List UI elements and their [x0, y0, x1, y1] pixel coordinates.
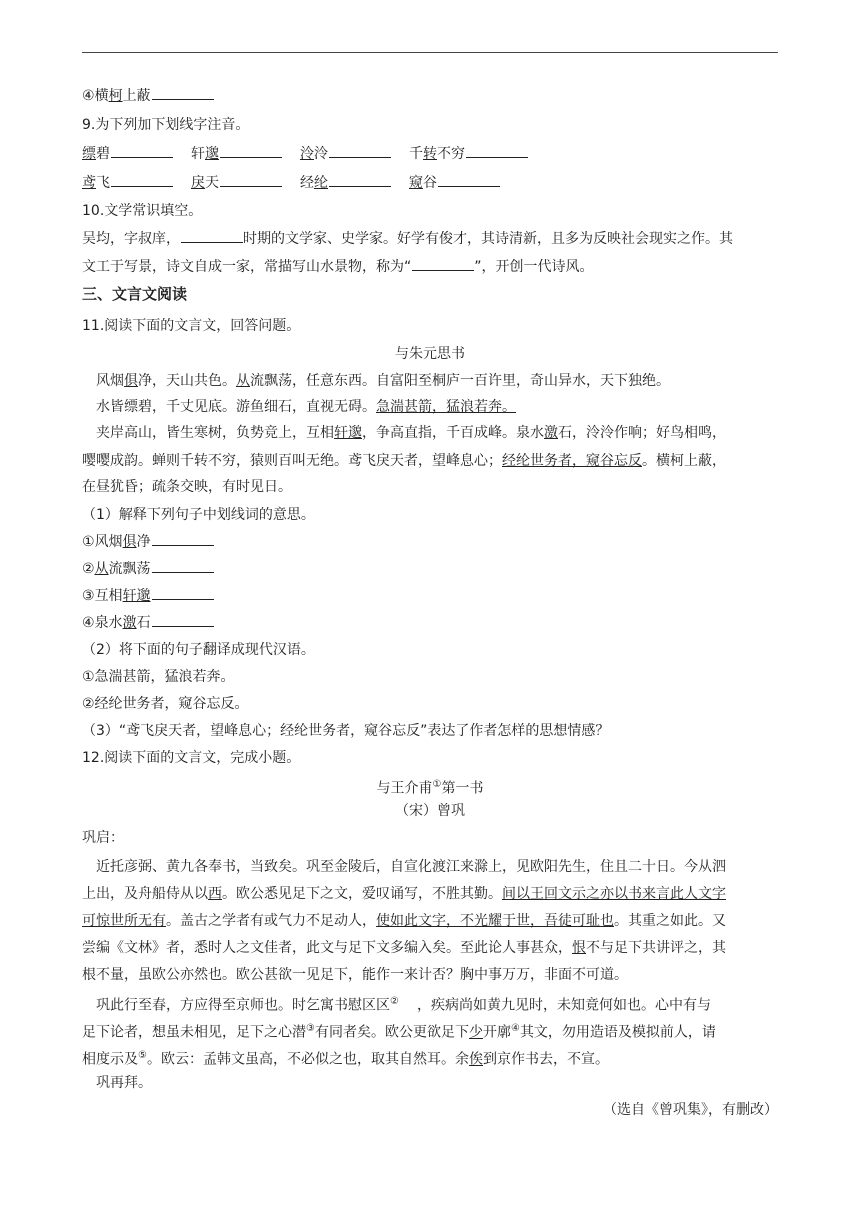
- letter-line: 足下论者，想虽未相见，足下之心潜③有同者矣。欧公更欲足下少开廓④其文，勿用造语及模拟前人，请: [82, 1023, 716, 1041]
- letter-line: 相度示及⑤。欧云：孟韩文虽高，不必似之也，取其自然耳。余俟到京作书去，不宣。: [82, 1050, 609, 1068]
- passage-title: 与王介甫①第一书: [376, 779, 484, 797]
- passage-line: 风烟俱净，天山共色。从流飘荡，任意东西。自富阳至桐庐一百许里，奇山异水，天下独绝。: [96, 373, 670, 389]
- answer-blank[interactable]: [329, 145, 391, 158]
- q10-line-2: 文工于写景，诗文自成一家，常描写山水景物，称为“ ”，开创一代诗风。: [82, 259, 594, 275]
- q10-title: 10.文学常识填空。: [82, 203, 203, 219]
- q11-item: ①风烟俱净: [82, 532, 782, 552]
- letter-line: 根不量，虽欧公亦然也。欧公甚欲一见足下，能作一来计否？胸中事万万，非面不可道。: [82, 967, 628, 983]
- letter-line: 尝编《文林》者，悉时人之文佳者，此文与足下文多编入矣。至此论人事甚众，恨不与足下共讲评之，其: [82, 940, 726, 956]
- q11-item: ④泉水激石: [82, 613, 782, 633]
- q12-title: 12.阅读下面的文言文，完成小题。: [82, 750, 301, 766]
- answer-blank[interactable]: [329, 174, 391, 187]
- passage-line: 水皆缥碧，千丈见底。游鱼细石，直视无碍。急湍甚箭，猛浪若奔。: [96, 399, 516, 415]
- translate-item: ②经纶世务者，窥谷忘反。: [82, 696, 249, 712]
- answer-blank[interactable]: [111, 174, 173, 187]
- source-note: （选自《曾巩集》，有删改）: [603, 1102, 778, 1118]
- q11-sub-3: （3）“鸢飞戾天者，望峰息心；经纶世务者，窥谷忘反”表达了作者怎样的思想情感？: [82, 723, 610, 739]
- q11-item: ③互相轩邈: [82, 586, 782, 606]
- letter-greeting: 巩启：: [82, 830, 124, 846]
- passage-author: （宋）曾巩: [395, 803, 465, 819]
- letter-line: 可惊世所无有。盖古之学者有或气力不足动人，使如此文字，不光耀于世，吾徒可耻也。其重之如此。又: [82, 913, 726, 929]
- letter-line: 上出，及舟船侍从以西。欧公悉见足下之文，爱叹诵写，不胜其勤。间以王回文示之亦以书来言此人文字: [82, 886, 726, 902]
- answer-blank[interactable]: [152, 587, 214, 600]
- answer-blank[interactable]: [181, 230, 243, 243]
- q9-row-2: 鸢飞 戾天 经纶 窥谷: [82, 173, 782, 193]
- passage-line: 在昼犹昏；疏条交映，有时见日。: [82, 479, 292, 495]
- letter-line: 巩此行至春，方应得至京师也。时乞寓书慰区区② ，疾病尚如黄九见时，未知竟何如也。心中有与: [96, 996, 711, 1014]
- letter-closing: 巩再拜。: [96, 1075, 152, 1091]
- answer-blank[interactable]: [466, 145, 528, 158]
- q9-row-1: 缥碧 轩邈 泠泠 千转不穷: [82, 144, 782, 164]
- answer-blank[interactable]: [152, 560, 214, 573]
- answer-blank[interactable]: [220, 174, 282, 187]
- q8-item-4: ④横柯上蔽: [82, 86, 782, 106]
- answer-blank[interactable]: [152, 614, 214, 627]
- q11-item: ②从流飘荡: [82, 559, 782, 579]
- header-rule: [82, 52, 778, 53]
- passage-line: 嘤嘤成韵。蝉则千转不穷，猿则百叫无绝。鸢飞戾天者，望峰息心；经纶世务者，窥谷忘反。横柯上蔽，: [82, 453, 726, 469]
- q10-line-1: 吴均，字叔庠， 时期的文学家、史学家。好学有俊才，其诗清新，且多为反映社会现实之作。其: [82, 231, 733, 247]
- section-heading: 三、文言文阅读: [82, 285, 188, 303]
- letter-line: 近托彦弼、黄九各奉书，当致矣。巩至金陵后，自宣化渡江来滁上，见欧阳先生，住且二十日。今从泗: [96, 859, 726, 875]
- answer-blank[interactable]: [152, 533, 214, 546]
- answer-blank[interactable]: [438, 174, 500, 187]
- q11-sub-1: （1）解释下列句子中划线词的意思。: [82, 507, 315, 523]
- passage-title: 与朱元思书: [395, 346, 465, 362]
- passage-line: 夹岸高山，皆生寒树，负势竞上，互相轩邈，争高直指，千百成峰。泉水激石，泠泠作响；好鸟相鸣，: [96, 425, 726, 441]
- answer-blank[interactable]: [111, 145, 173, 158]
- answer-blank[interactable]: [412, 258, 474, 271]
- q11-title: 11.阅读下面的文言文，回答问题。: [82, 318, 301, 334]
- answer-blank[interactable]: [152, 87, 214, 100]
- answer-blank[interactable]: [220, 145, 282, 158]
- q11-sub-2: （2）将下面的句子翻译成现代汉语。: [82, 642, 315, 658]
- translate-item: ①急湍甚箭，猛浪若奔。: [82, 669, 235, 685]
- q9-title: 9.为下列加下划线字注音。: [82, 117, 250, 133]
